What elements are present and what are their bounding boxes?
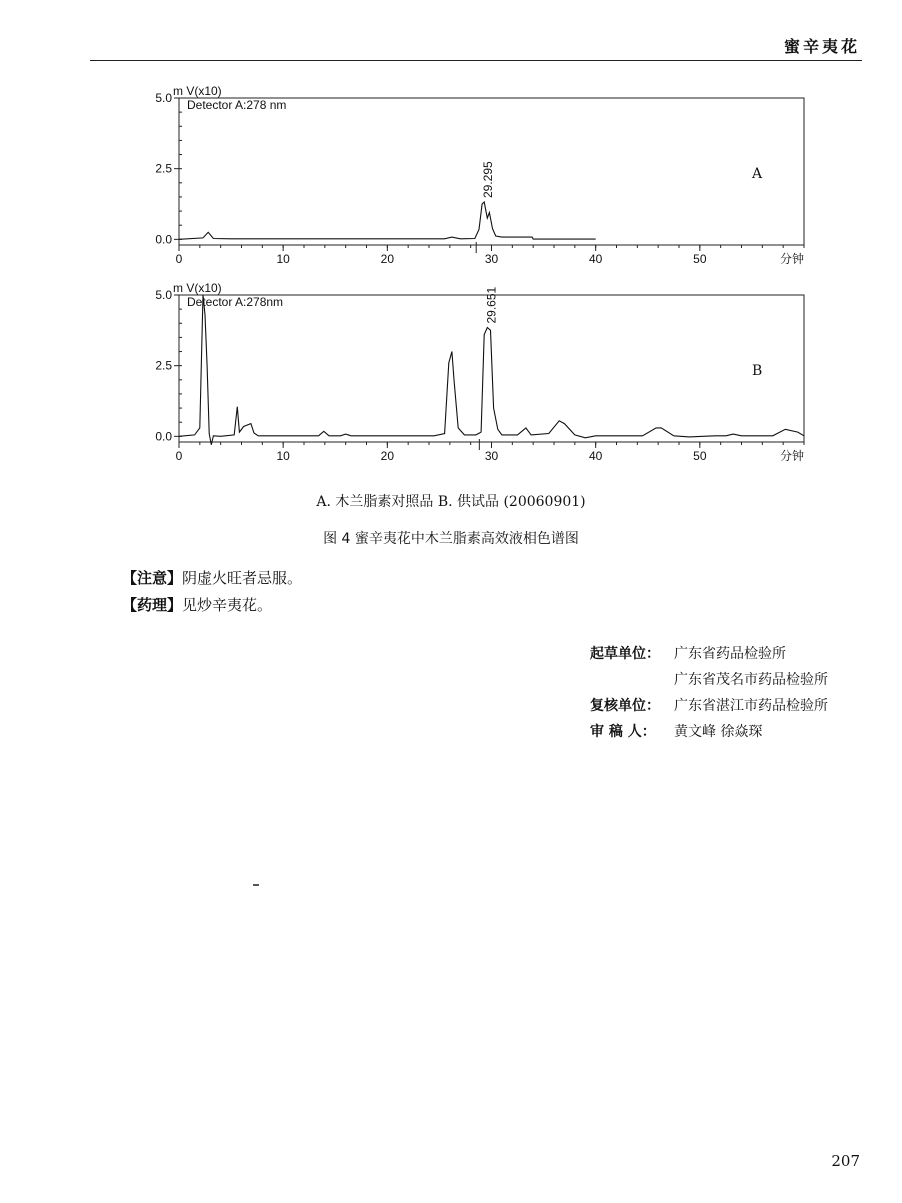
x-tick-label: 50: [693, 252, 707, 266]
x-tick-label: 40: [588, 449, 603, 463]
figure-title: 图 4 蜜辛夷花中木兰脂素高效液相色谱图: [323, 531, 579, 547]
chromatogram-figure: [0, 70, 902, 480]
x-tick-label: 30: [484, 252, 499, 266]
credit-value: 黄文峰 徐焱琛: [674, 724, 763, 740]
note-pharmacology-label: 【药理】: [122, 596, 183, 614]
page-number: 207: [831, 1152, 860, 1170]
credit-row: [590, 643, 828, 669]
x-tick-label: 0: [175, 252, 183, 266]
x-unit-label: 分钟: [779, 252, 804, 266]
chromatogram-panel-b: [155, 281, 804, 463]
credit-value: 广东省湛江市药品检验所: [674, 698, 828, 714]
detector-label: Detector A:278 nm: [187, 98, 287, 112]
note-caution-text: 阴虚火旺者忌服。: [182, 569, 303, 587]
y-tick-label: 5.0: [155, 288, 172, 302]
note-caution: [122, 567, 302, 588]
credit-value: 广东省茂名市药品检验所: [674, 672, 828, 688]
x-tick-label: 30: [484, 449, 499, 463]
x-tick-label: 20: [380, 449, 395, 463]
stray-mark: [253, 884, 259, 886]
y-tick-label: 0.0: [155, 232, 172, 247]
credit-label: 审 稿 人：: [590, 724, 656, 740]
note-pharmacology: [122, 594, 272, 615]
chromatogram-trace: [179, 202, 596, 239]
panel-label: A: [752, 166, 763, 182]
x-tick-label: 50: [693, 449, 707, 463]
credit-row: [590, 669, 828, 695]
credits-block: [590, 643, 828, 747]
header-rule: [90, 60, 862, 61]
figure-legend-caption: A. 木兰脂素对照品 B. 供试品 (20060901): [316, 494, 586, 510]
peak-retention-label: 29.651: [484, 286, 499, 324]
y-unit-label: m V(x10): [173, 84, 222, 98]
x-tick-label: 20: [380, 252, 395, 266]
credit-value: 广东省药品检验所: [674, 646, 786, 662]
x-tick-label: 10: [276, 252, 290, 266]
x-tick-label: 10: [276, 449, 290, 463]
x-tick-label: 0: [175, 449, 183, 463]
credit-label: 复核单位：: [590, 698, 660, 714]
note-caution-label: 【注意】: [122, 569, 183, 587]
y-tick-label: 2.5: [155, 161, 172, 176]
y-tick-label: 2.5: [155, 358, 172, 373]
x-tick-label: 40: [588, 252, 603, 266]
credit-row: [590, 721, 828, 747]
credit-row: [590, 695, 828, 721]
y-unit-label: m V(x10): [173, 281, 222, 295]
note-pharmacology-text: 见炒辛夷花。: [182, 596, 273, 614]
chromatogram-panel-a: [155, 84, 804, 266]
peak-retention-label: 29.295: [481, 161, 496, 199]
y-tick-label: 0.0: [155, 429, 172, 444]
detector-label: Detector A:278nm: [187, 295, 284, 309]
y-tick-label: 5.0: [155, 91, 172, 105]
x-unit-label: 分钟: [779, 449, 804, 463]
panel-label: B: [752, 363, 763, 379]
credit-label: 起草单位：: [590, 646, 660, 662]
running-header-title: 蜜辛夷花: [783, 37, 860, 56]
